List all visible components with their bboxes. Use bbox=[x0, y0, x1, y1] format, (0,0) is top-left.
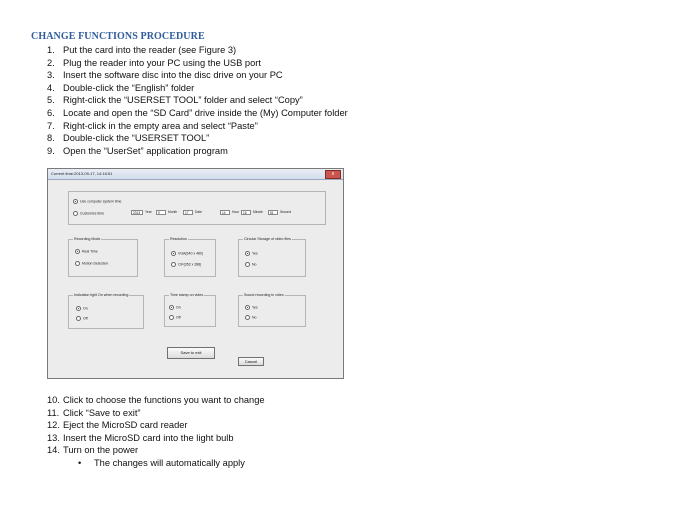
save-to-exit-button[interactable]: Save to exit bbox=[167, 347, 215, 359]
step-text: Insert the software disc into the disc drive on your PC bbox=[63, 70, 283, 81]
timestamp-off-label: Off bbox=[176, 315, 181, 320]
step-number: 10. bbox=[47, 395, 60, 405]
step-item bbox=[47, 419, 265, 432]
timestamp-off-radio[interactable] bbox=[169, 315, 181, 320]
dialog-titlebar bbox=[48, 169, 343, 180]
step-text: Locate and open the “SD Card” drive inside the (My) Computer folder bbox=[63, 107, 348, 118]
sound-yes-label: Yes bbox=[252, 305, 258, 310]
step-text: Click to choose the functions you want to change bbox=[63, 395, 265, 405]
circular-yes-radio[interactable] bbox=[245, 251, 258, 256]
real-time-label: Real Time bbox=[82, 249, 98, 254]
step-item bbox=[47, 82, 348, 95]
bullet-text: The changes will automatically apply bbox=[94, 458, 245, 468]
recording-mode-group bbox=[68, 239, 138, 277]
circular-storage-group bbox=[238, 239, 306, 277]
year-field[interactable]: 2013 bbox=[131, 210, 143, 215]
motion-detection-radio[interactable] bbox=[75, 261, 108, 266]
step-number: 4. bbox=[47, 82, 55, 93]
step-number: 3. bbox=[47, 70, 55, 81]
step-item bbox=[47, 94, 348, 107]
indication-off-radio[interactable] bbox=[76, 316, 88, 321]
hour-field[interactable]: 14 bbox=[220, 210, 230, 215]
date-field[interactable]: 17 bbox=[183, 210, 193, 215]
indication-light-group bbox=[68, 295, 144, 329]
step-item bbox=[47, 69, 348, 82]
use-computer-time-radio[interactable] bbox=[73, 199, 121, 204]
indication-off-label: Off bbox=[83, 316, 88, 321]
step-number: 14. bbox=[47, 445, 60, 456]
step-number: 2. bbox=[47, 57, 55, 68]
step-text: Turn on the power bbox=[63, 445, 139, 456]
circular-storage-label: Circular Storage of video files bbox=[244, 237, 291, 241]
sound-no-radio[interactable] bbox=[245, 315, 256, 320]
year-label: Year bbox=[145, 210, 152, 214]
steps-list-part2 bbox=[47, 394, 265, 457]
step-text: Click “Save to exit” bbox=[63, 407, 141, 418]
step-item bbox=[47, 107, 348, 120]
hour-label: Hour bbox=[232, 210, 240, 214]
sound-no-label: No bbox=[252, 315, 257, 320]
step-number: 11. bbox=[47, 407, 60, 418]
bullet-icon: • bbox=[78, 458, 82, 468]
step-text: Right-click the “USERSET TOOL” folder and select “Copy” bbox=[63, 95, 303, 106]
timestamp-on-radio[interactable] bbox=[169, 305, 181, 310]
step-number: 13. bbox=[47, 432, 60, 443]
step-item bbox=[47, 145, 348, 158]
time-group bbox=[68, 191, 326, 225]
circular-yes-label: Yes bbox=[252, 251, 258, 256]
time-stamp-group bbox=[164, 295, 216, 327]
step-text: Put the card into the reader (see Figure 3) bbox=[63, 45, 237, 55]
step-item bbox=[47, 44, 348, 57]
step-number: 5. bbox=[47, 95, 55, 106]
step-text: Plug the reader into your PC using the USB port bbox=[63, 57, 261, 68]
second-field[interactable]: 51 bbox=[268, 210, 278, 215]
cancel-button[interactable]: Cancel bbox=[238, 357, 264, 366]
customize-time-label: Customize time bbox=[80, 211, 105, 216]
vga-radio[interactable] bbox=[171, 251, 203, 256]
minute-field[interactable]: 16 bbox=[241, 210, 251, 215]
step-number: 1. bbox=[47, 45, 55, 55]
circular-no-label: No bbox=[252, 262, 257, 267]
page-title: CHANGE FUNCTIONS PROCEDURE bbox=[31, 31, 205, 42]
customize-time-radio[interactable] bbox=[73, 211, 104, 216]
indication-on-radio[interactable] bbox=[76, 306, 88, 311]
month-label: Month bbox=[168, 210, 178, 214]
vga-label: VGA(640 x 480) bbox=[178, 251, 204, 256]
step-text: Right-click in the empty area and select “Paste” bbox=[63, 120, 258, 131]
step-number: 6. bbox=[47, 107, 55, 118]
step-text: Double-click the “English” folder bbox=[63, 82, 195, 93]
steps-list-part1 bbox=[47, 44, 348, 157]
sound-recording-label: Sound recording in video bbox=[244, 293, 284, 297]
date-label: Date bbox=[195, 210, 202, 214]
step-number: 12. bbox=[47, 420, 60, 431]
step-item bbox=[47, 120, 348, 133]
sound-recording-group bbox=[238, 295, 306, 327]
resolution-group bbox=[164, 239, 216, 277]
second-label: Second bbox=[280, 210, 292, 214]
step-item bbox=[47, 394, 265, 407]
recording-mode-label: Recording Mode bbox=[74, 237, 101, 241]
time-stamp-label: Time stamp on video bbox=[170, 293, 204, 297]
bullet-note bbox=[78, 457, 245, 469]
step-text: Open the “UserSet” application program bbox=[63, 145, 228, 156]
minute-label: Minute bbox=[253, 210, 263, 214]
dialog-title: Current time:2013-09-17, 14:16:51 bbox=[51, 171, 113, 176]
timestamp-on-label: On bbox=[176, 305, 181, 310]
real-time-radio[interactable] bbox=[75, 249, 98, 254]
step-item bbox=[47, 444, 265, 457]
step-number: 8. bbox=[47, 133, 55, 144]
step-item bbox=[47, 432, 265, 445]
step-text: Eject the MicroSD card reader bbox=[63, 420, 188, 431]
month-field[interactable]: 9 bbox=[156, 210, 166, 215]
resolution-label: Resolution bbox=[170, 237, 187, 241]
step-text: Double-click the “USERSET TOOL” bbox=[63, 133, 210, 144]
cif-radio[interactable] bbox=[171, 262, 201, 267]
userset-dialog bbox=[47, 168, 344, 379]
circular-no-radio[interactable] bbox=[245, 262, 256, 267]
indication-on-label: On bbox=[83, 306, 88, 311]
step-item bbox=[47, 407, 265, 420]
motion-detection-label: Motion Detection bbox=[82, 261, 109, 266]
indication-light-label: Indication light On when recording bbox=[74, 293, 129, 297]
step-number: 7. bbox=[47, 120, 55, 131]
step-item bbox=[47, 132, 348, 145]
close-icon[interactable]: x bbox=[325, 170, 341, 179]
cif-label: CIF(352 x 288) bbox=[178, 262, 202, 267]
step-item bbox=[47, 57, 348, 70]
use-computer-time-label: Use computer system time bbox=[80, 199, 122, 204]
sound-yes-radio[interactable] bbox=[245, 305, 258, 310]
step-number: 9. bbox=[47, 145, 55, 156]
step-text: Insert the MicroSD card into the light bulb bbox=[63, 432, 234, 443]
